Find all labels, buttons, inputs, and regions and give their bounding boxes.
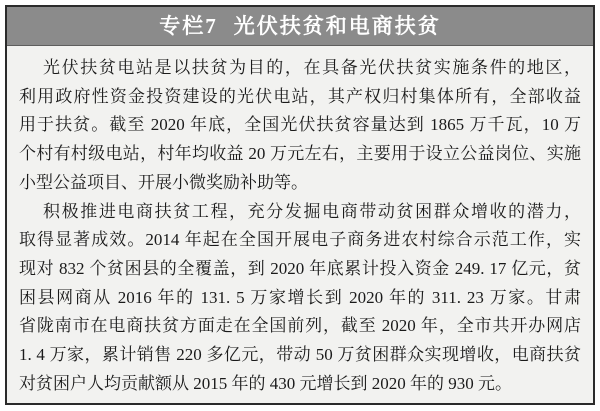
- paragraph-line: 光伏扶贫电站是以扶贫为目的，在具备光伏扶贫实施条件的地区，: [43, 58, 581, 77]
- column-number-label: 专栏7: [159, 14, 218, 38]
- paragraph-line: 省陇南市在电商扶贫方面走在全国前列，截至 2020 年，全市共开办网店: [19, 316, 581, 336]
- paragraph-line: 1. 4 万家，累计销售 220 多亿元，带动 50 万贫困群众实现增收，电商扶贫: [19, 345, 581, 365]
- paragraph-line: 对贫困户人均贡献额从 2015 年的 430 元增长到 2020 年的 930 元。: [19, 373, 512, 393]
- column-box: [5, 5, 595, 405]
- paragraph-line: 现对 832 个贫困县的全覆盖，到 2020 年底累计投入资金 249. 17 亿元，贫: [19, 258, 581, 278]
- paragraph-line: 困县网商从 2016 年的 131. 5 万家增长到 2020 年的 311. 23 万家。甘肃: [19, 287, 581, 307]
- column-body: [7, 46, 593, 403]
- paragraph-line: 个村有村级电站，村年均收益 20 万元左右，主要用于设立公益岗位、实施: [19, 144, 581, 164]
- paragraph-line: 积极推进电商扶贫工程，充分发掘电商带动贫困群众增收的潜力，: [43, 201, 581, 221]
- paragraph-line: 小型公益项目、开展小微奖励补助等。: [19, 172, 308, 192]
- paragraph: [19, 54, 581, 198]
- paragraph-line: 取得显著成效。2014 年起在全国开展电子商务进农村综合示范工作，实: [19, 230, 581, 250]
- paragraph-line: 利用政府性资金投资建设的光伏电站，其产权归村集体所有，全部收益: [19, 86, 581, 106]
- paragraph: [19, 198, 581, 399]
- column-title: 光伏扶贫和电商扶贫: [233, 14, 441, 38]
- paragraph-line: 用于扶贫。截至 2020 年底，全国光伏扶贫容量达到 1865 万千瓦，10 万: [19, 115, 581, 135]
- column-header: [7, 7, 593, 46]
